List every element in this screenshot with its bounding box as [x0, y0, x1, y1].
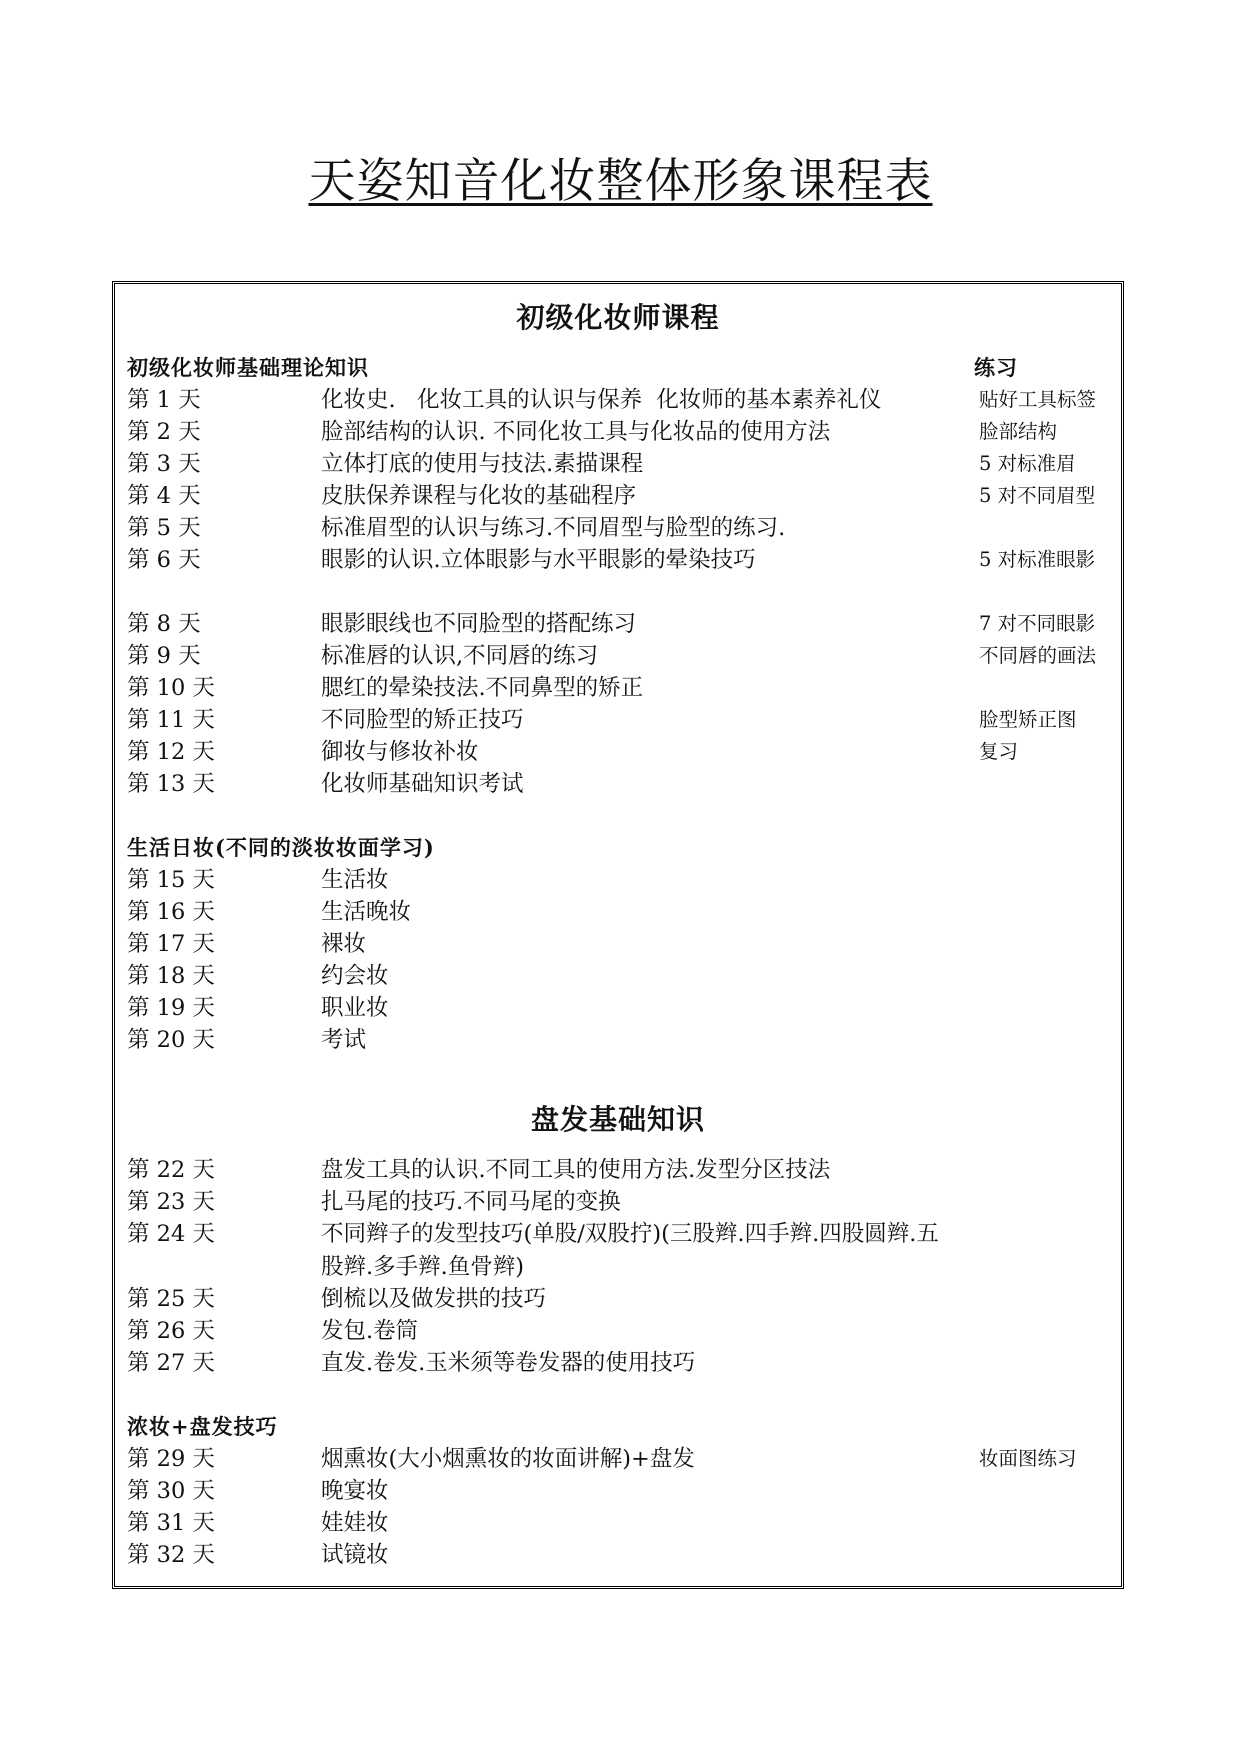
- row-practice: 复习: [979, 740, 1019, 763]
- row-content: 不同辫子的发型技巧(单股/双股拧)(三股辫.四手辫.四股圆辫.五股辫.多手辫.鱼骨辫): [321, 1221, 939, 1280]
- section-heading-hair: 盘发基础知识: [530, 1103, 705, 1136]
- row-content: 职业妆: [321, 995, 389, 1021]
- row-content: 眼影眼线也不同脸型的搭配练习: [321, 611, 637, 637]
- schedule-row: [127, 896, 1117, 928]
- schedule-row: [127, 768, 1117, 800]
- row-content: 约会妆: [321, 963, 389, 989]
- row-day: 第 23 天: [127, 1189, 215, 1215]
- row-day: 第 29 天: [127, 1446, 215, 1472]
- schedule-row: [127, 544, 1117, 576]
- row-content: 皮肤保养课程与化妆的基础程序: [321, 483, 637, 509]
- schedule-row: [127, 992, 1117, 1024]
- schedule-row: [127, 704, 1117, 736]
- row-content: 腮红的晕染技法.不同鼻型的矫正: [321, 675, 644, 701]
- row-content: 倒梳以及做发拱的技巧: [321, 1286, 547, 1312]
- schedule-row: [127, 1218, 1117, 1283]
- schedule-row: [127, 384, 1117, 416]
- row-content: 娃娃妆: [321, 1510, 389, 1536]
- schedule-row: [127, 1315, 1117, 1347]
- row-content: 化妆师基础知识考试: [321, 771, 524, 797]
- schedule-row: [127, 416, 1117, 448]
- row-day: 第 5 天: [127, 515, 201, 541]
- row-content: 化妆史. 化妆工具的认识与保养 化妆师的基本素养礼仪: [321, 387, 882, 413]
- row-day: 第 22 天: [127, 1157, 215, 1183]
- page-title-text: 天姿知音化妆整体形象课程表: [308, 154, 933, 209]
- row-content: 发包.卷筒: [321, 1318, 419, 1344]
- practice-column-heading: 练习: [974, 355, 1018, 380]
- row-practice: 脸型矫正图: [979, 708, 1077, 731]
- schedule-row: [127, 864, 1117, 896]
- row-content: 烟熏妆(大小烟熏妆的妆面讲解)+盘发: [321, 1446, 695, 1472]
- schedule-frame: [112, 281, 1124, 1589]
- row-content: 脸部结构的认识. 不同化妆工具与化妆品的使用方法: [321, 419, 831, 445]
- subheading-heavy: [127, 1411, 1117, 1443]
- schedule-row: [127, 1443, 1117, 1475]
- row-day: 第 6 天: [127, 547, 201, 573]
- row-day: 第 3 天: [127, 451, 201, 477]
- row-day: 第 30 天: [127, 1478, 215, 1504]
- schedule-row: [127, 640, 1117, 672]
- row-practice: 5 对标准眉: [979, 452, 1076, 475]
- row-content: 直发.卷发.玉米须等卷发器的使用技巧: [321, 1350, 696, 1376]
- row-day: 第 4 天: [127, 483, 201, 509]
- row-content: 晚宴妆: [321, 1478, 389, 1504]
- row-content: 考试: [321, 1027, 367, 1053]
- subheading-heavy-label: 浓妆+盘发技巧: [127, 1414, 278, 1439]
- subheading-theory: [127, 352, 1117, 384]
- subheading-daily: [127, 832, 1117, 864]
- row-day: 第 17 天: [127, 931, 215, 957]
- row-day: 第 8 天: [127, 611, 201, 637]
- schedule-row: [127, 1475, 1117, 1507]
- row-content: 御妆与修妆补妆: [321, 739, 479, 765]
- row-day: 第 27 天: [127, 1350, 215, 1376]
- schedule-row: [127, 1539, 1117, 1571]
- schedule-row: [127, 1507, 1117, 1539]
- schedule-row: [127, 512, 1117, 544]
- row-content: 眼影的认识.立体眼影与水平眼影的晕染技巧: [321, 547, 756, 573]
- row-practice: 7 对不同眼影: [979, 612, 1096, 635]
- row-day: 第 25 天: [127, 1286, 215, 1312]
- row-day: 第 12 天: [127, 739, 215, 765]
- row-day: 第 11 天: [127, 707, 215, 733]
- row-day: 第 13 天: [127, 771, 215, 797]
- row-content: 标准唇的认识,不同唇的练习: [321, 643, 599, 669]
- row-content: 试镜妆: [321, 1542, 389, 1568]
- row-practice: 脸部结构: [979, 420, 1058, 443]
- row-content: 生活妆: [321, 867, 389, 893]
- schedule-row: [127, 480, 1117, 512]
- row-day: 第 24 天: [127, 1221, 215, 1247]
- row-day: 第 19 天: [127, 995, 215, 1021]
- row-day: 第 18 天: [127, 963, 215, 989]
- subheading-daily-label: 生活日妆(不同的淡妆妆面学习): [127, 835, 435, 860]
- schedule-row: [127, 1347, 1117, 1379]
- row-day: 第 9 天: [127, 643, 201, 669]
- row-practice: 贴好工具标签: [979, 388, 1097, 411]
- row-day: 第 26 天: [127, 1318, 215, 1344]
- schedule-row: [127, 960, 1117, 992]
- row-day: 第 16 天: [127, 899, 215, 925]
- row-content: 生活晚妆: [321, 899, 412, 925]
- row-day: 第 20 天: [127, 1027, 215, 1053]
- row-practice: 不同唇的画法: [979, 644, 1097, 667]
- schedule-row: [127, 1186, 1117, 1218]
- page-title: [0, 152, 1241, 212]
- row-day: 第 10 天: [127, 675, 215, 701]
- row-content: 盘发工具的认识.不同工具的使用方法.发型分区技法: [321, 1157, 831, 1183]
- row-day: 第 32 天: [127, 1542, 215, 1568]
- subheading-theory-label: 初级化妆师基础理论知识: [127, 355, 369, 380]
- row-content: 标准眉型的认识与练习.不同眉型与脸型的练习.: [321, 515, 786, 541]
- row-day: 第 31 天: [127, 1510, 215, 1536]
- row-practice: 5 对不同眉型: [979, 484, 1096, 507]
- row-practice: 妆面图练习: [979, 1447, 1077, 1470]
- schedule-row: [127, 1024, 1117, 1056]
- schedule-row: [127, 1283, 1117, 1315]
- row-content: 不同脸型的矫正技巧: [321, 707, 524, 733]
- schedule-row: [127, 1154, 1117, 1186]
- row-day: 第 2 天: [127, 419, 201, 445]
- schedule-row: [127, 672, 1117, 704]
- row-practice: 5 对标准眼影: [979, 548, 1096, 571]
- row-day: 第 15 天: [127, 867, 215, 893]
- section-heading-beginner: 初级化妆师课程: [516, 301, 720, 334]
- schedule-row: [127, 448, 1117, 480]
- row-content: 扎马尾的技巧.不同马尾的变换: [321, 1189, 621, 1215]
- schedule-row: [127, 736, 1117, 768]
- row-day: 第 1 天: [127, 387, 201, 413]
- row-content: 裸妆: [321, 931, 367, 957]
- schedule-row: [127, 928, 1117, 960]
- row-content: 立体打底的使用与技法.素描课程: [321, 451, 644, 477]
- schedule-row: [127, 608, 1117, 640]
